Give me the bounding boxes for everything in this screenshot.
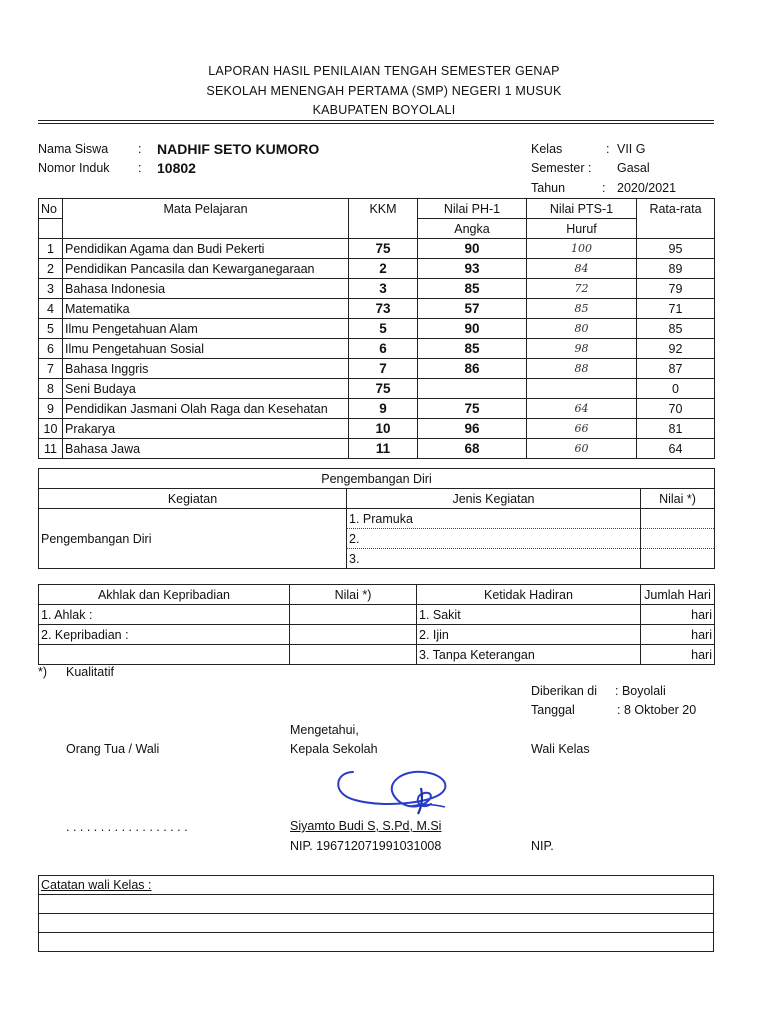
col-nilai: Nilai *) [641,489,715,509]
grade-subject: Matematika [63,299,349,319]
header-rule-top [38,120,714,121]
catatan-line [39,914,714,933]
signature-icon [325,760,475,820]
grade-row [39,339,715,359]
grade-no: 10 [39,419,63,439]
grade-row [39,279,715,299]
catatan-line [39,933,714,952]
header-pts: Nilai PTS-1 [527,199,637,219]
diberikan-label: Diberikan di [531,684,598,698]
grade-ph-angka: 86 [418,359,527,379]
grades-table [38,198,715,459]
grade-pts-huruf: 60 [527,439,637,459]
header-rule-bottom [38,123,714,124]
catatan-label: Catatan wali Kelas : [39,876,714,895]
grade-average: 70 [637,399,715,419]
pengembangan-title: Pengembangan Diri [39,469,715,489]
grade-average: 81 [637,419,715,439]
hadir-row-2: 2. Ijin [417,625,641,645]
grades-subheader-row [39,219,715,239]
col-hadir: Ketidak Hadiran [417,585,641,605]
grade-kkm: 9 [349,399,418,419]
student-name-value: NADHIF SETO KUMORO [157,141,320,157]
kualitatif-note: Kualitatif [66,665,114,679]
grade-pts-huruf: 72 [527,279,637,299]
catatan-table [38,875,714,952]
grade-pts-huruf: 100 [527,239,637,259]
grade-kkm: 5 [349,319,418,339]
akhlak-table [38,584,715,665]
grade-ph-angka: 85 [418,279,527,299]
header-angka: Angka [418,219,527,239]
grade-kkm: 75 [349,379,418,399]
header-huruf: Huruf [527,219,637,239]
pengembangan-table [38,468,715,569]
grade-pts-huruf: 64 [527,399,637,419]
grade-kkm: 10 [349,419,418,439]
jumlah-row-2: hari [641,625,715,645]
regency-name: KABUPATEN BOYOLALI [312,103,456,117]
report-title: LAPORAN HASIL PENILAIAN TENGAH SEMESTER GENAP [208,64,560,78]
jumlah-row-1: hari [641,605,715,625]
grade-average: 0 [637,379,715,399]
jenis-item-3: 3. [347,549,641,569]
grade-average: 85 [637,319,715,339]
grade-subject: Bahasa Indonesia [63,279,349,299]
grade-average: 71 [637,299,715,319]
grade-no: 2 [39,259,63,279]
grade-kkm: 3 [349,279,418,299]
jenis-item-1: 1. Pramuka [347,509,641,529]
akhlak-row-1: 1. Ahlak : [39,605,290,625]
student-nis-label: Nomor Induk [38,161,110,175]
grade-row [39,239,715,259]
grade-no: 1 [39,239,63,259]
col-jumlah: Jumlah Hari [641,585,715,605]
kepala-label: Kepala Sekolah [290,742,378,756]
grade-average: 95 [637,239,715,259]
grade-no: 3 [39,279,63,299]
grade-average: 87 [637,359,715,379]
akhlak-row-2: 2. Kepribadian : [39,625,290,645]
grade-no: 9 [39,399,63,419]
grade-pts-huruf: 84 [527,259,637,279]
grade-subject: Ilmu Pengetahuan Sosial [63,339,349,359]
grade-subject: Bahasa Jawa [63,439,349,459]
grade-row [39,439,715,459]
grade-pts-huruf: 80 [527,319,637,339]
header-no: No [39,199,63,219]
jumlah-row-3: hari [641,645,715,665]
grade-average: 92 [637,339,715,359]
kelas-label: Kelas [531,142,563,156]
grade-no: 4 [39,299,63,319]
kepala-name: Siyamto Budi S, S.Pd, M.Si [290,819,442,833]
grade-subject: Pendidikan Jasmani Olah Raga dan Kesehatan [63,399,349,419]
grade-kkm: 11 [349,439,418,459]
diberikan-value: : Boyolali [615,684,666,698]
header-ph: Nilai PH-1 [418,199,527,219]
col-jenis: Jenis Kegiatan [347,489,641,509]
grade-pts-huruf: 98 [527,339,637,359]
grade-row [39,399,715,419]
student-nis-value: 10802 [157,160,196,176]
ortu-signature-line: . . . . . . . . . . . . . . . . . . [66,820,188,834]
nilai-item-1 [641,509,715,529]
kepala-nip: NIP. 196712071991031008 [290,839,442,853]
grade-kkm: 75 [349,239,418,259]
jenis-item-2: 2. [347,529,641,549]
col-akhlak-nilai: Nilai *) [290,585,417,605]
kegiatan-value: Pengembangan Diri [39,509,347,569]
grade-kkm: 73 [349,299,418,319]
grade-ph-angka: 93 [418,259,527,279]
tahun-value: 2020/2021 [617,181,677,195]
colon: : [138,142,142,156]
hadir-row-1: 1. Sakit [417,605,641,625]
student-name-label: Nama Siswa [38,142,109,156]
header-rata: Rata-rata [637,199,715,219]
grade-ph-angka: 90 [418,319,527,339]
colon: : [602,181,606,195]
grade-row [39,319,715,339]
grade-no: 6 [39,339,63,359]
grade-subject: Seni Budaya [63,379,349,399]
grade-pts-huruf: 66 [527,419,637,439]
grade-subject: Pendidikan Agama dan Budi Pekerti [63,239,349,259]
grade-row [39,299,715,319]
kelas-value: VII G [617,142,646,156]
grade-row [39,259,715,279]
grade-kkm: 2 [349,259,418,279]
col-kegiatan: Kegiatan [39,489,347,509]
wali-nip: NIP. [531,839,554,853]
grade-row [39,359,715,379]
grade-row [39,379,715,399]
grade-pts-huruf: 88 [527,359,637,379]
grade-no: 5 [39,319,63,339]
colon: : [138,161,142,175]
grade-subject: Prakarya [63,419,349,439]
grade-no: 11 [39,439,63,459]
grade-subject: Ilmu Pengetahuan Alam [63,319,349,339]
grade-subject: Bahasa Inggris [63,359,349,379]
grade-ph-angka: 85 [418,339,527,359]
grade-no: 8 [39,379,63,399]
grade-average: 64 [637,439,715,459]
school-name: SEKOLAH MENENGAH PERTAMA (SMP) NEGERI 1 MUSUK [206,84,562,98]
grade-ph-angka: 90 [418,239,527,259]
tanggal-value: : 8 Oktober 20 [617,703,697,717]
hadir-row-3: 3. Tanpa Keterangan [417,645,641,665]
header-kkm: KKM [349,199,418,219]
grade-ph-angka: 68 [418,439,527,459]
col-akhlak: Akhlak dan Kepribadian [39,585,290,605]
wali-label: Wali Kelas [531,742,590,756]
catatan-line [39,895,714,914]
grade-kkm: 7 [349,359,418,379]
grade-average: 89 [637,259,715,279]
tahun-label: Tahun [531,181,566,195]
ortu-label: Orang Tua / Wali [66,742,160,756]
akhlak-row-3 [39,645,290,665]
grade-ph-angka: 96 [418,419,527,439]
grade-no: 7 [39,359,63,379]
mengetahui: Mengetahui, [290,723,359,737]
grade-ph-angka: 75 [418,399,527,419]
grade-ph-angka [418,379,527,399]
grade-row [39,419,715,439]
grades-header-row [39,199,715,219]
grade-ph-angka: 57 [418,299,527,319]
colon: : [606,142,610,156]
grade-pts-huruf: 85 [527,299,637,319]
header-mapel: Mata Pelajaran [63,199,349,219]
kualitatif-mark: *) [38,665,48,679]
nilai-item-3 [641,549,715,569]
semester-label: Semester : [531,161,592,175]
tanggal-label: Tanggal [531,703,575,717]
grade-average: 79 [637,279,715,299]
grade-pts-huruf [527,379,637,399]
grade-kkm: 6 [349,339,418,359]
nilai-item-2 [641,529,715,549]
semester-value: Gasal [617,161,650,175]
grade-subject: Pendidikan Pancasila dan Kewarganegaraan [63,259,349,279]
